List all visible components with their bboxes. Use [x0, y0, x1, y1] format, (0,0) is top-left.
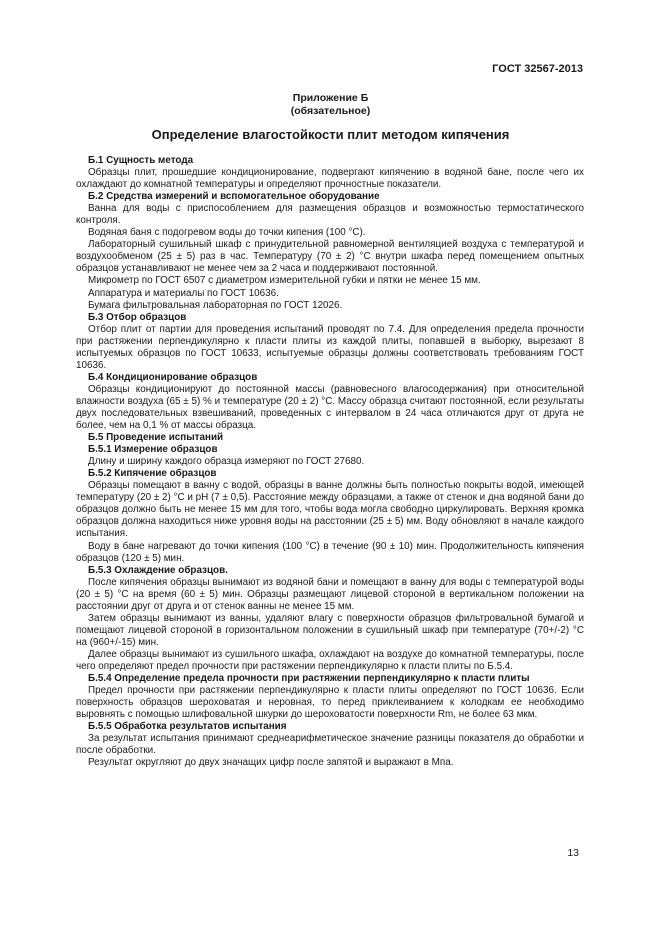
document-body: [76, 155, 584, 769]
paragraph: Образцы помещают в ванну с водой, образцы в ванне должны быть полностью покрыты водой, имеющей температуру (20 ± 2) °С и рН (7 ± 0,5). Расстояние между образцами, а также от стенок и дна водяной бани до образцов должно быть не менее 15 мм для того, чтобы вода могла свободно циркулировать. Верхняя кромка образцов должна находиться ниже уровня воды на расстоянии (25 ± 5) мм. Воду обновляют в начале каждого испытания.: [76, 480, 584, 540]
paragraph: Водяная баня с подогревом воды до точки кипения (100 °С).: [88, 227, 366, 239]
paragraph: Образцы кондиционируют до постоянной массы (равновесного влагосодержания) при относительной влажности воздуха (65 ± 5) % и температуре (20 ± 2) °С. Массу образца считают постоянной, если результаты двух последовательных взвешиваний, проведенных с интервалом в 24 часа отличаются друг от друга не более, чем на 0,1 % от массы образца.: [76, 383, 584, 432]
standard-number: ГОСТ 32567-2013: [492, 63, 583, 75]
paragraph: Микрометр по ГОСТ 6507 с диаметром измерительной губки и пятки не менее 15 мм.: [88, 275, 481, 287]
section-heading-b5: Б.5 Проведение испытаний: [88, 432, 224, 444]
subsection-heading-b5-1: Б.5.1 Измерение образцов: [88, 444, 218, 456]
section-heading-b3: Б.3 Отбор образцов: [88, 311, 187, 323]
subsection-heading-b5-2: Б.5.2 Кипячение образцов: [88, 468, 217, 480]
page-number: 13: [567, 847, 579, 859]
paragraph: Бумага фильтровальная лабораторная по ГОСТ 12026.: [88, 299, 343, 311]
appendix-label: Приложение Б: [292, 92, 369, 104]
paragraph: Затем образцы вынимают из ванны, удаляют влагу с поверхности образцов фильтровальной бумагой и помещают лицевой стороной в горизонтальном положении в сушильный шкаф при температуре (70+/-2) °С на (960+/-15) мин.: [76, 612, 584, 648]
paragraph: Предел прочности при растяжении перпендикулярно к пласти плиты определяют по ГОСТ 10636. Если поверхность образцов шероховатая и неровная, то перед приклеиванием к колодкам ее необходимо выровнять с помощью шлифовальной шкурки до шероховатости поверхности Rm, не более 63 мкм.: [76, 685, 584, 721]
appendix-heading: [0, 92, 661, 118]
section-heading-b2: Б.2 Средства измерений и вспомогательное оборудование: [88, 191, 380, 203]
section-heading-b4: Б.4 Кондиционирование образцов: [88, 371, 258, 383]
paragraph: После кипячения образцы вынимают из водяной бани и помещают в ванну для воды с температурой воды (20 ± 5) °С на время (60 ± 5) мин. Образцы размещают лицевой стороной в вертикальном положении на расстоянии друг от друга и от стенок ванны не менее 15 мм.: [76, 576, 584, 612]
paragraph: За результат испытания принимают среднеарифметическое значение разницы показателя до обработки и после обработки.: [76, 733, 584, 757]
subsection-heading-b5-5: Б.5.5 Обработка результатов испытания: [88, 721, 287, 733]
paragraph: Воду в бане нагревают до точки кипения (100 °С) в течение (90 ± 10) мин. Продолжительность кипячения образцов (120 ± 5) мин.: [76, 540, 584, 564]
paragraph: Аппаратура и материалы по ГОСТ 10636.: [88, 287, 279, 299]
page-title: Определение влагостойкости плит методом кипячения: [151, 127, 510, 142]
paragraph: Длину и ширину каждого образца измеряют по ГОСТ 27680.: [88, 456, 365, 468]
appendix-status: (обязательное): [290, 105, 371, 117]
paragraph: Ванна для воды с приспособлением для размещения образцов и возможностью термостатического контроля.: [76, 203, 584, 227]
paragraph: Отбор плит от партии для проведения испытаний проводят по 7.4. Для определения предела прочности при растяжении перпендикулярно к пласти плиты из каждой плиты, попавшей в выборку, вырезают 8 испытуемых образцов по ГОСТ 10633, испытуемые образцы должны соответствовать требованиям ГОСТ 10636.: [76, 323, 584, 371]
paragraph: Далее образцы вынимают из сушильного шкафа, охлаждают на воздухе до комнатной температуры, после чего определяют предел прочности при растяжении перпендикулярно к пласти плиты по Б.5.4.: [76, 648, 584, 672]
paragraph: Образцы плит, прошедшие кондиционирование, подвергают кипячению в водяной бане, после чего их охлаждают до комнатной температуры и определяют прочностные показатели.: [76, 167, 584, 191]
paragraph: Лабораторный сушильный шкаф с принудительной равномерной вентиляцией воздуха с температурой и воздухообменом (25 ± 5) раз в час. Температуру (70 ± 2) °С внутри шкафа перед помещением опытных образцов устанавливают не менее чем за 2 часа и поддерживают постоянной.: [76, 239, 584, 275]
section-heading-b1: Б.1 Сущность метода: [88, 155, 194, 166]
subsection-heading-b5-4: Б.5.4 Определение предела прочности при растяжении перпендикулярно к пласти плиты: [88, 673, 530, 685]
subsection-heading-b5-3: Б.5.3 Охлаждение образцов.: [88, 564, 228, 576]
paragraph: Результат округляют до двух значащих цифр после запятой и выражают в Мпа.: [88, 757, 454, 769]
